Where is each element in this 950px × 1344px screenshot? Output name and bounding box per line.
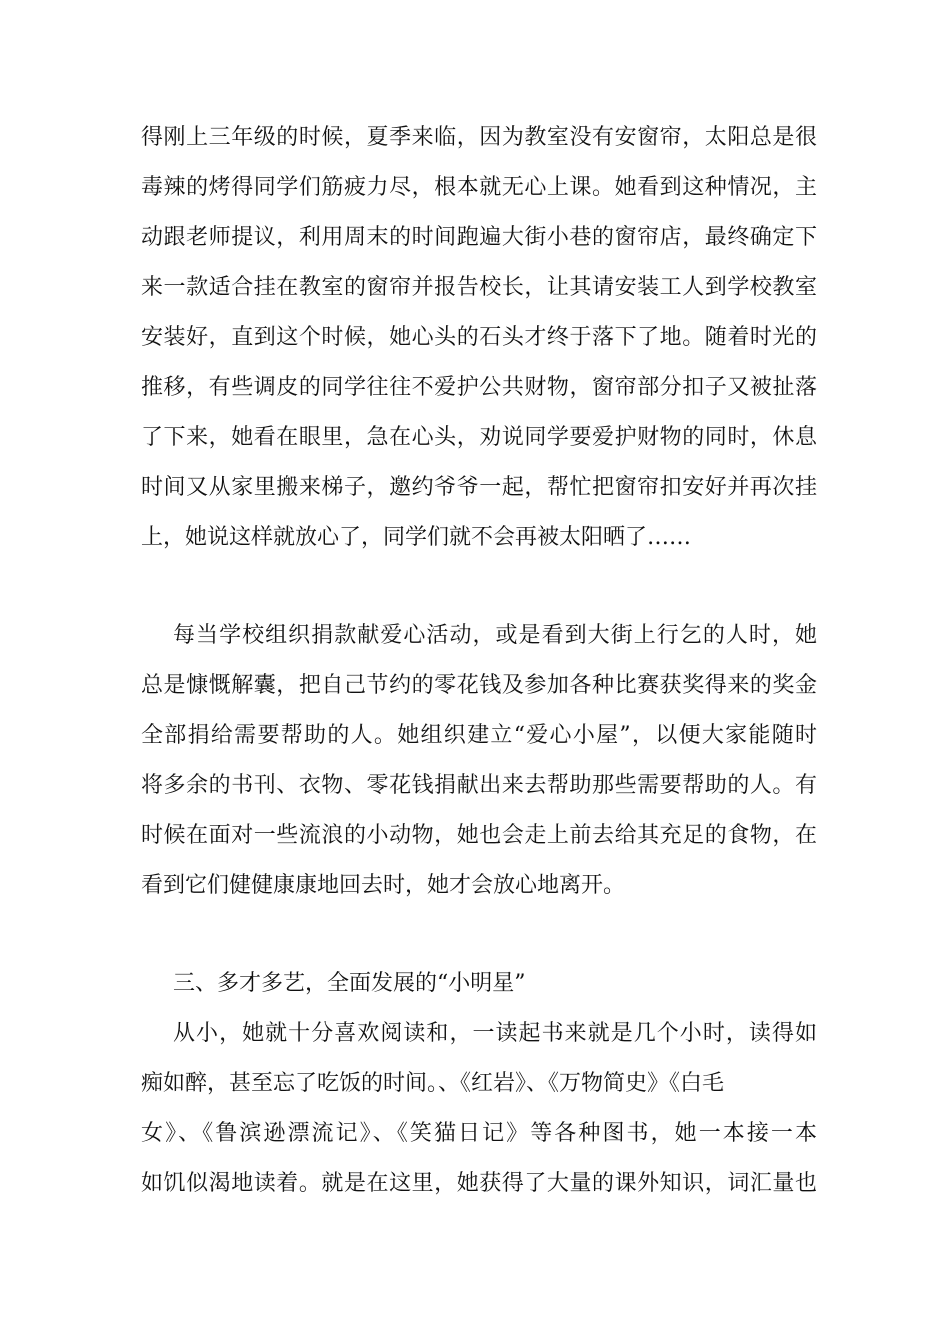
paragraph-3-line-3: 女》、《鲁滨逊漂流记》、《笑猫日记》等各种图书，她一本接一本 bbox=[141, 1121, 817, 1146]
paragraph-2-line-1: 每当学校组织捐款献爱心活动，或是看到大街上行乞的人时，她 bbox=[173, 623, 817, 648]
section-heading: 三、多才多艺，全面发展的“小明星” bbox=[173, 971, 526, 996]
paragraph-2-line-4: 将多余的书刊、衣物、零花钱捐献出来去帮助那些需要帮助的人。有 bbox=[141, 773, 817, 798]
paragraph-3-line-4: 如饥似渴地读着。就是在这里，她获得了大量的课外知识，词汇量也 bbox=[141, 1171, 817, 1196]
paragraph-3-line-1: 从小，她就十分喜欢阅读和，一读起书来就是几个小时，读得如 bbox=[173, 1021, 817, 1046]
paragraph-1-line-1: 得刚上三年级的时候，夏季来临，因为教室没有安窗帘，太阳总是很 bbox=[141, 125, 817, 150]
paragraph-1-line-7: 了下来，她看在眼里，急在心头，劝说同学要爱护财物的同时，休息 bbox=[141, 425, 817, 450]
paragraph-2-line-6: 看到它们健健康康地回去时，她才会放心地离开。 bbox=[141, 873, 626, 898]
paragraph-1-line-9: 上，她说这样就放心了，同学们就不会再被太阳晒了…… bbox=[141, 525, 692, 550]
paragraph-1-line-4: 来一款适合挂在教室的窗帘并报告校长，让其请安装工人到学校教室 bbox=[141, 275, 817, 300]
paragraph-2-line-2: 总是慷慨解囊，把自己节约的零花钱及参加各种比赛获奖得来的奖金 bbox=[141, 673, 817, 698]
paragraph-2-line-3: 全部捐给需要帮助的人。她组织建立“爱心小屋”，以便大家能随时 bbox=[141, 723, 817, 748]
paragraph-1-line-3: 动跟老师提议，利用周末的时间跑遍大街小巷的窗帘店，最终确定下 bbox=[141, 225, 817, 250]
paragraph-2-line-5: 时候在面对一些流浪的小动物，她也会走上前去给其充足的食物，在 bbox=[141, 823, 817, 848]
paragraph-1-line-5: 安装好，直到这个时候，她心头的石头才终于落下了地。随着时光的 bbox=[141, 325, 817, 350]
paragraph-1-line-8: 时间又从家里搬来梯子，邀约爷爷一起，帮忙把窗帘扣安好并再次挂 bbox=[141, 475, 817, 500]
paragraph-3-line-2: 痴如醉，甚至忘了吃饭的时间。、《红岩》、《万物简史》《白毛 bbox=[141, 1071, 725, 1096]
paragraph-1-line-2: 毒辣的烤得同学们筋疲力尽，根本就无心上课。她看到这种情况，主 bbox=[141, 175, 817, 200]
paragraph-1-line-6: 推移，有些调皮的同学往往不爱护公共财物，窗帘部分扣子又被扯落 bbox=[141, 375, 817, 400]
